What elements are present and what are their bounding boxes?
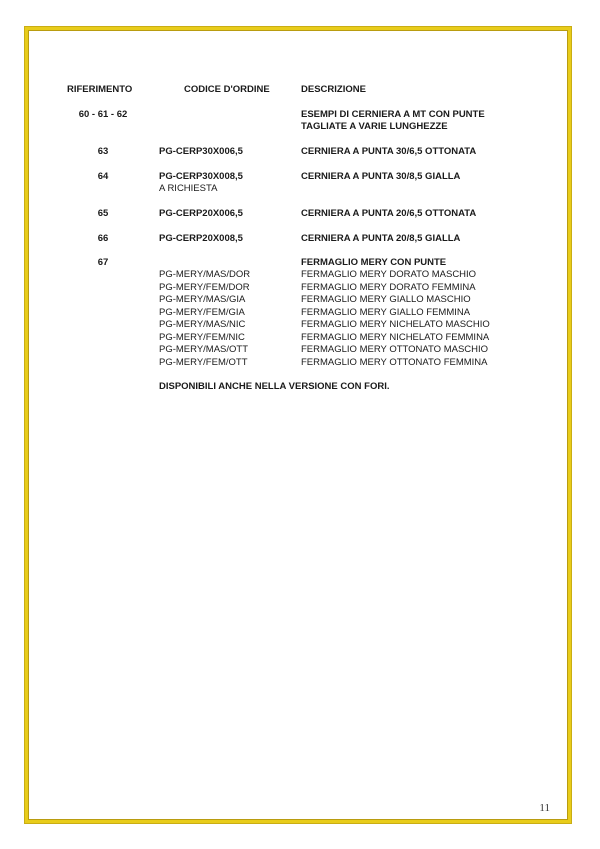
desc-65: CERNIERA A PUNTA 20/6,5 OTTONATA — [301, 208, 477, 219]
desc-line: ESEMPI DI CERNIERA A MT CON PUNTE — [301, 109, 485, 120]
code-65: PG-CERP20X006,5 — [159, 208, 243, 219]
ref-67: 67 — [97, 257, 109, 268]
desc-64: CERNIERA A PUNTA 30/8,5 GIALLA — [301, 171, 461, 182]
desc-67-item: FERMAGLIO MERY DORATO MASCHIO — [301, 269, 477, 280]
code-63: PG-CERP30X006,5 — [159, 146, 243, 157]
ref-60-61-62: 60 - 61 - 62 — [78, 109, 128, 120]
desc-67-item: FERMAGLIO MERY GIALLO FEMMINA — [301, 306, 471, 318]
ref-65: 65 — [97, 208, 109, 219]
code-64: PG-CERP30X008,5 — [159, 171, 243, 182]
ref-66: 66 — [97, 233, 109, 244]
desc-67-item: FERMAGLIO MERY GIALLO MASCHIO — [301, 294, 471, 305]
header-codice: CODICE D'ORDINE — [184, 84, 270, 95]
desc-63: CERNIERA A PUNTA 30/6,5 OTTONATA — [301, 146, 477, 157]
desc-line: TAGLIATE A VARIE LUNGHEZZE — [301, 121, 448, 132]
ref-63: 63 — [97, 146, 109, 157]
header-descrizione: DESCRIZIONE — [301, 84, 366, 95]
code-67-item: PG-MERY/FEM/OTT — [159, 356, 248, 368]
desc-67-item: FERMAGLIO MERY NICHELATO MASCHIO — [301, 319, 490, 330]
desc-67-item: FERMAGLIO MERY DORATO FEMMINA — [301, 281, 476, 293]
code-67-item: PG-MERY/MAS/OTT — [159, 344, 249, 355]
desc-67-item: FERMAGLIO MERY NICHELATO FEMMINA — [301, 331, 490, 343]
ref-64: 64 — [97, 171, 109, 182]
code-67-item: PG-MERY/MAS/GIA — [159, 294, 246, 305]
desc-67-item: FERMAGLIO MERY OTTONATO MASCHIO — [301, 344, 489, 355]
desc-67-item: FERMAGLIO MERY OTTONATO FEMMINA — [301, 356, 488, 368]
code-67-item: PG-MERY/MAS/NIC — [159, 319, 246, 330]
header-riferimento: RIFERIMENTO — [67, 84, 133, 95]
code-67-item: PG-MERY/MAS/DOR — [159, 269, 251, 280]
desc-66: CERNIERA A PUNTA 20/8,5 GIALLA — [301, 233, 461, 244]
desc-67: FERMAGLIO MERY CON PUNTE — [301, 257, 447, 268]
code-67-item: PG-MERY/FEM/DOR — [159, 281, 250, 293]
code-66: PG-CERP20X008,5 — [159, 233, 243, 244]
code-67-item: PG-MERY/FEM/NIC — [159, 331, 245, 343]
page-number: 11 — [539, 802, 550, 814]
code-64-note: A RICHIESTA — [159, 183, 218, 194]
code-67-item: PG-MERY/FEM/GIA — [159, 306, 245, 318]
availability-note: DISPONIBILI ANCHE NELLA VERSIONE CON FORI. — [159, 381, 390, 392]
